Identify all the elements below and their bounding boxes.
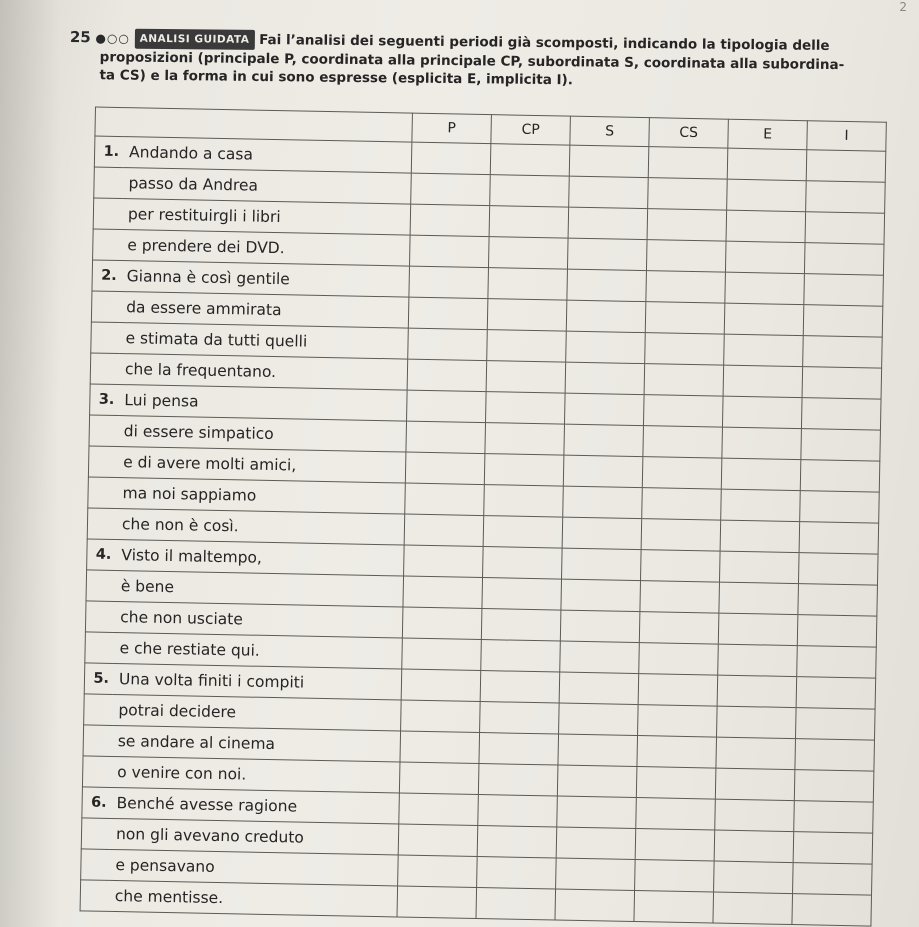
clause-text: e di avere molti amici, bbox=[117, 447, 406, 484]
header-blank bbox=[95, 107, 124, 137]
answer-cell-e[interactable] bbox=[716, 737, 796, 770]
answer-cell-e[interactable] bbox=[725, 272, 805, 305]
answer-cell-s[interactable] bbox=[555, 889, 635, 922]
answer-cell-s[interactable] bbox=[563, 486, 643, 519]
answer-cell-s[interactable] bbox=[568, 207, 648, 240]
answer-cell-cp[interactable] bbox=[484, 485, 564, 518]
clause-number bbox=[91, 322, 120, 354]
answer-cell-s[interactable] bbox=[567, 269, 647, 302]
answer-cell-s[interactable] bbox=[567, 238, 647, 271]
answer-cell-e[interactable] bbox=[719, 551, 799, 584]
answer-cell-p[interactable] bbox=[407, 390, 487, 423]
answer-cell-p[interactable] bbox=[408, 297, 488, 330]
clause-number bbox=[90, 353, 119, 385]
answer-cell-p[interactable] bbox=[405, 452, 485, 485]
answer-cell-cp[interactable] bbox=[490, 175, 570, 208]
answer-cell-cs[interactable] bbox=[646, 240, 726, 273]
clause-text: e stimata da tutti quelli bbox=[119, 323, 408, 360]
answer-cell-p[interactable] bbox=[401, 669, 481, 702]
answer-cell-cs[interactable] bbox=[643, 395, 723, 428]
answer-cell-e[interactable] bbox=[715, 799, 795, 832]
answer-cell-s[interactable] bbox=[561, 579, 641, 612]
clause-number: 2. bbox=[92, 260, 121, 292]
clause-number bbox=[93, 229, 122, 261]
answer-cell-e[interactable] bbox=[722, 396, 802, 429]
answer-cell-s[interactable] bbox=[559, 703, 639, 736]
answer-cell-s[interactable] bbox=[562, 517, 642, 550]
answer-cell-cs[interactable] bbox=[641, 550, 721, 583]
clause-text: Andando a casa bbox=[123, 137, 412, 174]
answer-cell-cp[interactable] bbox=[483, 516, 563, 549]
exercise-tag: ANALISI GUIDATA bbox=[134, 29, 254, 50]
clause-number bbox=[89, 415, 118, 447]
clause-number bbox=[85, 601, 114, 633]
answer-cell-i[interactable] bbox=[793, 863, 873, 896]
answer-cell-cp[interactable] bbox=[490, 144, 570, 177]
answer-cell-cs[interactable] bbox=[636, 798, 716, 831]
clause-number bbox=[88, 446, 117, 478]
clause-number: 4. bbox=[87, 539, 116, 571]
answer-cell-cs[interactable] bbox=[648, 147, 728, 180]
clause-number bbox=[81, 849, 110, 881]
answer-cell-cp[interactable] bbox=[486, 392, 566, 425]
clause-number bbox=[93, 198, 122, 230]
answer-cell-i[interactable] bbox=[795, 708, 875, 741]
answer-cell-e[interactable] bbox=[727, 179, 807, 212]
answer-cell-p[interactable] bbox=[411, 173, 491, 206]
answer-cell-s[interactable] bbox=[556, 827, 636, 860]
clause-text: o venire con noi. bbox=[111, 756, 400, 793]
column-header-cs: CS bbox=[649, 118, 729, 149]
column-header-s: S bbox=[570, 116, 650, 147]
exercise-header bbox=[69, 28, 910, 93]
answer-cell-cs[interactable] bbox=[644, 364, 724, 397]
column-header-p: P bbox=[412, 113, 492, 144]
answer-cell-e[interactable] bbox=[714, 861, 794, 894]
answer-cell-cs[interactable] bbox=[635, 860, 715, 893]
answer-cell-e[interactable] bbox=[719, 582, 799, 615]
answer-cell-cs[interactable] bbox=[641, 519, 721, 552]
clause-number bbox=[88, 477, 117, 509]
answer-cell-cp[interactable] bbox=[485, 423, 565, 456]
answer-cell-e[interactable] bbox=[725, 241, 805, 274]
answer-cell-p[interactable] bbox=[405, 483, 485, 516]
clause-text: da essere ammirata bbox=[120, 292, 409, 329]
answer-cell-s[interactable] bbox=[563, 455, 643, 488]
answer-cell-cs[interactable] bbox=[642, 457, 722, 490]
answer-cell-e[interactable] bbox=[724, 334, 804, 367]
answer-cell-p[interactable] bbox=[408, 328, 488, 361]
answer-cell-e[interactable] bbox=[718, 644, 798, 677]
clause-number bbox=[85, 632, 114, 664]
answer-cell-p[interactable] bbox=[398, 855, 478, 888]
answer-cell-cp[interactable] bbox=[481, 609, 561, 642]
clause-text: non gli avevano creduto bbox=[110, 818, 399, 855]
clause-number bbox=[87, 508, 116, 540]
clause-number bbox=[81, 818, 110, 850]
column-header-cp: CP bbox=[491, 115, 571, 146]
corner-mark: 2 bbox=[899, 0, 907, 14]
clause-text: passo da Andrea bbox=[122, 168, 411, 205]
clause-number: 3. bbox=[90, 384, 119, 416]
answer-cell-p[interactable] bbox=[402, 607, 482, 640]
clause-text: e prendere dei DVD. bbox=[121, 230, 410, 267]
answer-cell-p[interactable] bbox=[410, 204, 490, 237]
answer-cell-p[interactable] bbox=[409, 235, 489, 268]
answer-cell-p[interactable] bbox=[400, 731, 480, 764]
answer-cell-p[interactable] bbox=[404, 514, 484, 547]
answer-cell-i[interactable] bbox=[795, 739, 875, 772]
clause-number bbox=[84, 694, 113, 726]
answer-cell-i[interactable] bbox=[800, 460, 880, 493]
answer-cell-p[interactable] bbox=[404, 545, 484, 578]
answer-cell-i[interactable] bbox=[800, 491, 880, 524]
answer-cell-p[interactable] bbox=[403, 576, 483, 609]
clause-text: Lui pensa bbox=[118, 385, 407, 422]
answer-cell-p[interactable] bbox=[407, 359, 487, 392]
answer-cell-cs[interactable] bbox=[646, 271, 726, 304]
answer-cell-i[interactable] bbox=[792, 894, 872, 927]
analysis-table-wrapper bbox=[0, 105, 919, 922]
answer-cell-e[interactable] bbox=[715, 768, 795, 801]
clause-number bbox=[86, 570, 115, 602]
clause-text: è bene bbox=[115, 570, 404, 607]
answer-cell-i[interactable] bbox=[801, 398, 881, 431]
answer-cell-s[interactable] bbox=[562, 548, 642, 581]
answer-cell-cp[interactable] bbox=[480, 702, 560, 735]
answer-cell-i[interactable] bbox=[806, 181, 886, 214]
answer-cell-e[interactable] bbox=[713, 892, 793, 925]
answer-cell-i[interactable] bbox=[802, 367, 882, 400]
answer-cell-cp[interactable] bbox=[487, 330, 567, 363]
clause-number bbox=[82, 756, 111, 788]
clause-text: che non è così. bbox=[116, 509, 405, 546]
answer-cell-s[interactable] bbox=[557, 765, 637, 798]
answer-cell-s[interactable] bbox=[564, 424, 644, 457]
answer-cell-cs[interactable] bbox=[634, 891, 714, 924]
answer-cell-i[interactable] bbox=[801, 429, 881, 462]
clause-number: 6. bbox=[82, 787, 111, 819]
answer-cell-s[interactable] bbox=[558, 734, 638, 767]
clause-number bbox=[83, 725, 112, 757]
answer-cell-s[interactable] bbox=[566, 300, 646, 333]
clause-text: che la frequentano. bbox=[119, 354, 408, 391]
answer-cell-cp[interactable] bbox=[489, 206, 569, 239]
answer-cell-cs[interactable] bbox=[643, 426, 723, 459]
answer-cell-cp[interactable] bbox=[481, 640, 561, 673]
clause-text: Gianna è così gentile bbox=[120, 261, 409, 298]
answer-cell-cp[interactable] bbox=[484, 454, 564, 487]
answer-cell-cs[interactable] bbox=[645, 302, 725, 335]
answer-cell-cs[interactable] bbox=[635, 829, 715, 862]
answer-cell-e[interactable] bbox=[724, 303, 804, 336]
instruction-line-3: ta CS) e la forma in cui sono espresse (esplicita E, implicita I). bbox=[99, 67, 573, 89]
clause-text: che non usciate bbox=[114, 601, 403, 638]
answer-cell-s[interactable] bbox=[569, 176, 649, 209]
answer-cell-cp[interactable] bbox=[478, 764, 558, 797]
answer-cell-s[interactable] bbox=[559, 672, 639, 705]
answer-cell-cp[interactable] bbox=[488, 237, 568, 270]
answer-cell-i[interactable] bbox=[796, 677, 876, 710]
instruction-text-1: Fai l’analisi dei seguenti periodi già scomposti, indicando la tipologia delle bbox=[259, 31, 830, 54]
clause-text: Benché avesse ragione bbox=[110, 787, 399, 824]
answer-cell-s[interactable] bbox=[556, 858, 636, 891]
clause-number bbox=[94, 167, 123, 199]
answer-cell-p[interactable] bbox=[401, 700, 481, 733]
answer-cell-cs[interactable] bbox=[636, 767, 716, 800]
answer-cell-cs[interactable] bbox=[639, 643, 719, 676]
answer-cell-cs[interactable] bbox=[637, 736, 717, 769]
answer-cell-cp[interactable] bbox=[479, 733, 559, 766]
answer-cell-i[interactable] bbox=[798, 584, 878, 617]
answer-cell-cs[interactable] bbox=[640, 581, 720, 614]
answer-cell-i[interactable] bbox=[799, 522, 879, 555]
answer-cell-i[interactable] bbox=[803, 305, 883, 338]
clause-text: Visto il maltempo, bbox=[115, 539, 404, 576]
answer-cell-cs[interactable] bbox=[638, 674, 718, 707]
clause-text: ma noi sappiamo bbox=[116, 478, 405, 515]
answer-cell-s[interactable] bbox=[560, 610, 640, 643]
clause-text: se andare al cinema bbox=[112, 725, 401, 762]
answer-cell-i[interactable] bbox=[804, 243, 884, 276]
answer-cell-i[interactable] bbox=[805, 212, 885, 245]
answer-cell-i[interactable] bbox=[798, 553, 878, 586]
answer-cell-p[interactable] bbox=[406, 421, 486, 454]
answer-cell-i[interactable] bbox=[806, 150, 886, 183]
answer-cell-cs[interactable] bbox=[638, 705, 718, 738]
answer-cell-i[interactable] bbox=[797, 646, 877, 679]
answer-cell-s[interactable] bbox=[560, 641, 640, 674]
answer-cell-p[interactable] bbox=[397, 886, 477, 919]
clause-number: 1. bbox=[94, 136, 123, 168]
answer-cell-p[interactable] bbox=[402, 638, 482, 671]
answer-cell-e[interactable] bbox=[720, 520, 800, 553]
clause-text: per restituirgli i libri bbox=[122, 199, 411, 236]
answer-cell-e[interactable] bbox=[726, 210, 806, 243]
instruction-line-2: proposizioni (principale P, coordinata alla principale CP, subordinata S, coordinata alla subordina- bbox=[99, 49, 845, 74]
answer-cell-cs[interactable] bbox=[647, 209, 727, 242]
answer-cell-e[interactable] bbox=[721, 489, 801, 522]
column-header-e: E bbox=[728, 119, 808, 150]
answer-cell-i[interactable] bbox=[803, 336, 883, 369]
answer-cell-cp[interactable] bbox=[482, 578, 562, 611]
answer-cell-cp[interactable] bbox=[477, 856, 557, 889]
answer-cell-i[interactable] bbox=[797, 615, 877, 648]
answer-cell-i[interactable] bbox=[804, 274, 884, 307]
answer-cell-e[interactable] bbox=[727, 148, 807, 181]
answer-cell-s[interactable] bbox=[564, 393, 644, 426]
answer-cell-e[interactable] bbox=[723, 365, 803, 398]
answer-cell-p[interactable] bbox=[399, 762, 479, 795]
answer-cell-cs[interactable] bbox=[645, 333, 725, 366]
answer-cell-s[interactable] bbox=[569, 145, 649, 178]
answer-cell-p[interactable] bbox=[411, 142, 491, 175]
clause-text: che mentisse. bbox=[109, 880, 398, 917]
answer-cell-cp[interactable] bbox=[477, 826, 557, 859]
answer-cell-p[interactable] bbox=[399, 793, 479, 826]
answer-cell-e[interactable] bbox=[722, 427, 802, 460]
analysis-table bbox=[80, 107, 887, 927]
answer-cell-e[interactable] bbox=[721, 458, 801, 491]
answer-cell-i[interactable] bbox=[794, 801, 874, 834]
answer-cell-cs[interactable] bbox=[642, 488, 722, 521]
answer-cell-cp[interactable] bbox=[487, 299, 567, 332]
answer-cell-cp[interactable] bbox=[488, 268, 568, 301]
clause-number: 5. bbox=[84, 663, 113, 695]
difficulty-dots: ●○○ bbox=[95, 31, 130, 46]
exercise-number: 25 bbox=[69, 28, 91, 47]
answer-cell-p[interactable] bbox=[409, 266, 489, 299]
clause-number bbox=[80, 880, 109, 912]
column-header-i: I bbox=[807, 121, 887, 152]
answer-cell-cp[interactable] bbox=[483, 547, 563, 580]
answer-cell-p[interactable] bbox=[398, 824, 478, 857]
answer-cell-e[interactable] bbox=[717, 675, 797, 708]
answer-cell-i[interactable] bbox=[794, 770, 874, 803]
clause-text: potrai decidere bbox=[112, 694, 401, 731]
clause-number bbox=[91, 291, 120, 323]
answer-cell-e[interactable] bbox=[717, 706, 797, 739]
answer-cell-cp[interactable] bbox=[478, 795, 558, 828]
answer-cell-e[interactable] bbox=[714, 830, 794, 863]
answer-cell-cp[interactable] bbox=[486, 361, 566, 394]
answer-cell-cp[interactable] bbox=[480, 671, 560, 704]
clause-text: e che restiate qui. bbox=[113, 632, 402, 669]
answer-cell-i[interactable] bbox=[793, 832, 873, 865]
answer-cell-s[interactable] bbox=[557, 796, 637, 829]
clause-text: e pensavano bbox=[109, 849, 398, 886]
answer-cell-cs[interactable] bbox=[639, 612, 719, 645]
answer-cell-cp[interactable] bbox=[476, 887, 556, 920]
answer-cell-s[interactable] bbox=[565, 362, 645, 395]
clause-text: Una volta finiti i compiti bbox=[113, 663, 402, 700]
answer-cell-e[interactable] bbox=[718, 613, 798, 646]
clause-text: di essere simpatico bbox=[117, 416, 406, 453]
answer-cell-s[interactable] bbox=[566, 331, 646, 364]
answer-cell-cs[interactable] bbox=[648, 178, 728, 211]
